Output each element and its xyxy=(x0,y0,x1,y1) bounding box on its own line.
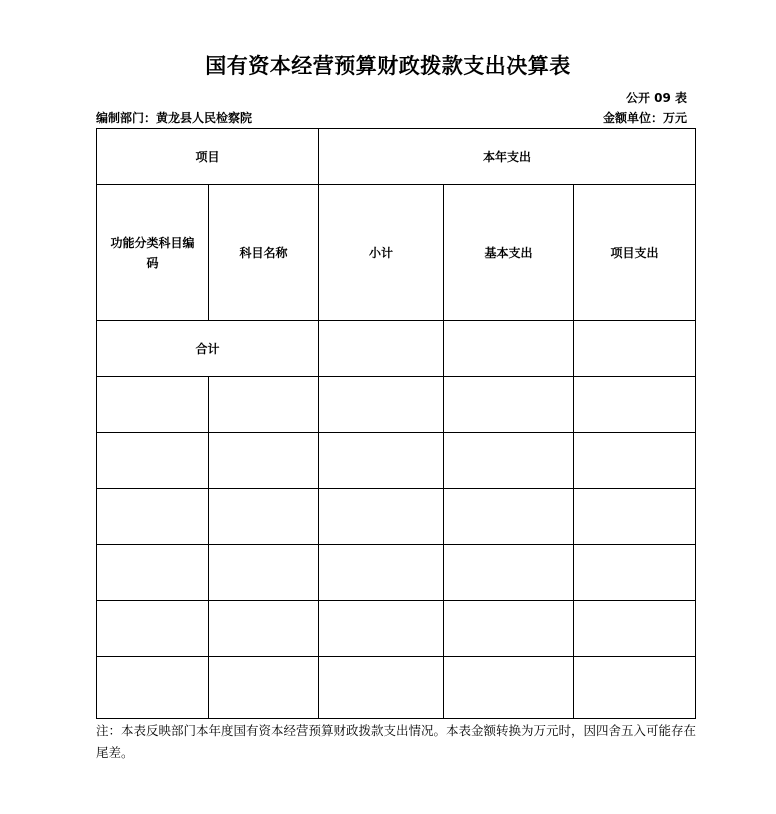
table-row xyxy=(97,545,696,601)
table-cell xyxy=(319,489,444,545)
table-cell xyxy=(209,545,319,601)
table-row xyxy=(97,489,696,545)
total-project-cell xyxy=(574,321,696,377)
page-title: 国有资本经营预算财政拨款支出决算表 xyxy=(205,54,571,78)
footnote: 注：本表反映部门本年度国有资本经营预算财政拨款支出情况。本表金额转换为万元时，因四舍五入可能存在尾差。 xyxy=(96,723,697,760)
table-header-row-2 xyxy=(97,185,696,321)
table-cell xyxy=(319,545,444,601)
table-cell xyxy=(209,601,319,657)
table-cell xyxy=(574,433,696,489)
table-cell xyxy=(444,657,574,719)
table-cell xyxy=(574,657,696,719)
table-cell xyxy=(97,433,209,489)
department-label: 编制部门：黄龙县人民检察院 xyxy=(96,111,253,125)
table-cell xyxy=(97,377,209,433)
table-cell xyxy=(574,377,696,433)
total-row xyxy=(97,321,696,377)
table-row xyxy=(97,657,696,719)
header-basic-expense: 基本支出 xyxy=(444,185,574,321)
table-cell xyxy=(209,433,319,489)
total-label: 合计 xyxy=(97,321,319,377)
header-subject-name: 科目名称 xyxy=(209,185,319,321)
header-year-expense: 本年支出 xyxy=(319,129,696,185)
header-project: 项目 xyxy=(97,129,319,185)
table-cell xyxy=(444,377,574,433)
table-row xyxy=(97,433,696,489)
table-row xyxy=(97,601,696,657)
table-cell xyxy=(209,489,319,545)
form-number: 公开 09 表 xyxy=(625,91,687,105)
amount-unit-label: 金额单位：万元 xyxy=(602,111,687,125)
table-header-row-1 xyxy=(97,129,696,185)
table-row xyxy=(97,377,696,433)
table-cell xyxy=(444,433,574,489)
table-cell xyxy=(97,657,209,719)
table-cell xyxy=(97,489,209,545)
table-cell xyxy=(97,601,209,657)
expenditure-table xyxy=(96,128,696,719)
table-cell xyxy=(319,657,444,719)
header-subtotal: 小计 xyxy=(319,185,444,321)
table-cell xyxy=(209,657,319,719)
table-cell xyxy=(574,545,696,601)
table-cell xyxy=(319,433,444,489)
header-func-code-text: 功能分类科目编码 xyxy=(110,235,195,270)
table-cell xyxy=(209,377,319,433)
total-subtotal-cell xyxy=(319,321,444,377)
table-cell xyxy=(574,601,696,657)
total-basic-cell xyxy=(444,321,574,377)
table-cell xyxy=(444,545,574,601)
header-project-expense: 项目支出 xyxy=(574,185,696,321)
header-func-code xyxy=(97,185,209,321)
table-cell xyxy=(319,377,444,433)
table-cell xyxy=(574,489,696,545)
table-cell xyxy=(444,489,574,545)
table-cell xyxy=(319,601,444,657)
table-cell xyxy=(97,545,209,601)
table-cell xyxy=(444,601,574,657)
